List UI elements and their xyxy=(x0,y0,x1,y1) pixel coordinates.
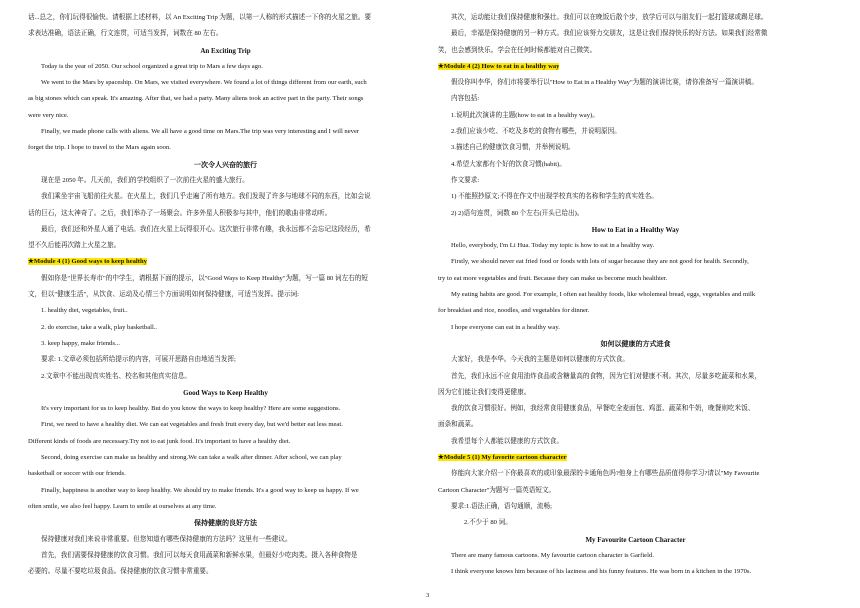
text-line: My eating habits are good. For example, I often eat healthy foods, like wholemeal bread, eggs, vegetables and milk xyxy=(451,291,756,299)
text-line: Firstly, we should never eat fried food or foods with lots of sugar because they are not good for health. Secondly, xyxy=(451,258,749,266)
text-line: I think everyone knows him because of his laziness and his funny features. He was born in a kitchen in the 1970s. xyxy=(451,568,752,576)
text-line: 你能向大家介绍一下你最喜欢的或印象最深的卡通角色吗?他身上有哪些品质值得你学习?请以"My Favourite xyxy=(451,470,760,478)
text-line: 首先，我们需要保持健康的饮食习惯。我们可以每天食用蔬菜和新鲜水果，但最好少吃肉类。摄入各种食物是 xyxy=(41,551,358,559)
text-line: There are many famous cartoons. My favourite cartoon character is Garfield. xyxy=(451,551,654,559)
text-line: Hello, everybody, I'm Li Hua. Today my topic is how to eat in a healthy way. xyxy=(451,242,655,250)
text-line: 3.描述自己的健康饮食习惯，并举例说明。 xyxy=(451,144,575,152)
text-line: Second, doing exercise can make us healthy and strong.We can take a walk after dinner. After school, we can play xyxy=(41,454,342,462)
text-line: 1.说明此次演讲的主题(how to eat in a healthy way)。 xyxy=(451,111,599,119)
text-line: First, we need to have a healthy diet. We can eat vegetables and fresh fruit every day, but we'd better eat less meat. xyxy=(41,421,343,429)
text-line: 必要的。尽量不要吃垃圾食品。保持健康的饮食习惯非常重要。 xyxy=(28,568,213,576)
text-line: 现在是 2050 年。几天前，我们的学校组织了一次前往火星的盛大旅行。 xyxy=(41,176,249,184)
text-line: 假设你叫李华，你们市将要举行以"How to Eat in a Healthy Way"为题的演讲比赛，请你准备写一篇演讲稿。 xyxy=(451,79,758,87)
text-line: 我的饮食习惯很好。例如，我经常食用健康食品，早餐吃全麦面包、鸡蛋、蔬菜和牛奶，晚餐则吃米饭、 xyxy=(451,405,755,413)
section-heading: My Favourite Cartoon Character xyxy=(585,535,686,544)
section-heading: Good Ways to Keep Healthy xyxy=(183,388,268,397)
section-heading: An Exciting Trip xyxy=(200,46,251,55)
text-line: basketball or soccer with our friends. xyxy=(28,470,126,478)
text-line: We went to the Mars by spaceship. On Mars, we visited everywhere. We found a lot of things different from our earth, such xyxy=(41,79,367,87)
text-line: 话的巨石，这太神奇了。之后，我们举办了一场聚会。许多外星人积极参与其中，他们的歌曲非常动听。 xyxy=(28,209,332,217)
text-line: Finally, we made phone calls with aliens. We all have a good time on Mars.The trip was very interesting and I will never xyxy=(41,128,360,136)
module-heading: ★Module 5 (1) My favorite cartoon character xyxy=(438,454,567,462)
text-line: 1. healthy diet, vegetables, fruit.. xyxy=(41,307,128,315)
left-column xyxy=(28,10,423,580)
text-line: 我们乘坐宇宙飞船前往火星。在火星上，我们几乎走遍了所有地方。我们发现了许多与地球不同的东西，比如会说 xyxy=(41,193,371,201)
text-line: 3. keep happy, make friends... xyxy=(41,339,120,347)
text-line: I hope everyone can eat in a healthy way. xyxy=(451,323,560,331)
text-line: 1) 不能照抄原文;不得在作文中出现学校真实的名称和学生的真实姓名。 xyxy=(451,193,658,201)
module-heading: ★Module 4 (2) How to eat in a healthy way xyxy=(438,62,560,70)
text-line: were very nice. xyxy=(28,111,69,119)
text-line: Finally, happiness is another way to keep healthy. We should try to make friends. It's a good way to keep us happy. If we xyxy=(41,486,359,494)
text-line: try to eat more vegetables and fruit. Because they can make us become much healthier. xyxy=(438,274,668,282)
text-line: 假如你是"世界长寿市"的中学生，请根据下面的提示，以"Good Ways to Keep Healthy"为题，写一篇 80 词左右的短 xyxy=(41,274,368,282)
text-line: 2.不少于 80 词。 xyxy=(464,519,512,527)
text-line: 笑，也会感到快乐。学会在任何时候都能对自己微笑。 xyxy=(438,46,597,54)
text-line: Cartoon Character"为题写一篇英语短文。 xyxy=(438,486,556,494)
text-line: 2) 2)语句连贯，词数 80 个左右(开头已给出)。 xyxy=(451,209,584,217)
text-line: It's very important for us to keep healthy. But do you know the ways to keep healthy? Here are some suggestions. xyxy=(41,405,341,413)
text-line: 最后，我们还和外星人通了电话。我们在火星上玩得很开心。这次旅行非常有趣，我永远都不会忘记这段经历，希 xyxy=(41,225,371,233)
module-heading: ★Module 4 (1) Good ways to keep healthy xyxy=(28,258,147,266)
text-line: as big stones which can speak. It's amazing. After that, we had a party. Many aliens took an active part in the party. Their songs xyxy=(28,95,364,103)
text-line: 大家好，我是李华。今天我的主题是如何以健康的方式饮食。 xyxy=(451,356,630,364)
text-line: 内容包括: xyxy=(451,95,480,103)
text-line: 4.希望大家都有个好的饮食习惯(habit)。 xyxy=(451,160,566,168)
right-column xyxy=(438,10,833,580)
text-line: 因为它们能让我们变得更健康。 xyxy=(438,388,531,396)
section-heading: 一次令人兴奋的旅行 xyxy=(194,160,257,169)
text-line: 文，但以"健康生活"，从饮食、运动及心情三个方面说明如何保持健康，可适当发挥。提示词: xyxy=(28,291,299,299)
page-number: 3 xyxy=(426,592,430,599)
text-line: 要求:1.语法正确，语句通顺，流畅; xyxy=(451,502,552,510)
text-line: 话...总之，你们玩得很愉快。请根据上述材料，以 An Exciting Trip 为题，以第一人称的形式描述一下你的火星之旅。要 xyxy=(28,14,372,21)
text-line: 望不久后能再次踏上火星之旅。 xyxy=(28,242,121,250)
section-heading: How to Eat in a Healthy Way xyxy=(591,225,680,234)
text-line: 要求: 1.文章必须包括所给提示的内容，可展开思路自由地适当发挥; xyxy=(41,356,236,364)
text-line: Today is the year of 2050. Our school organized a great trip to Mars a few days ago. xyxy=(41,62,263,70)
text-line: 其次，运动能让我们保持健康和强壮。我们可以在晚饭后散个步，放学后可以与朋友们一起打篮球或踢足球。 xyxy=(451,14,768,21)
text-line: 首先，我们永远不应食用油炸食品或含糖量高的食物，因为它们对健康不利。其次，尽量多吃蔬菜和水果， xyxy=(451,372,761,380)
section-heading: 保持健康的良好方法 xyxy=(194,519,257,528)
text-line: 面条和蔬菜。 xyxy=(438,421,478,429)
text-line: 求表达准确，语法正确，行文连贯，可适当发挥，词数在 80 左右。 xyxy=(28,30,223,38)
text-line: 2.文章中不能出现真实姓名、校名和其他真实信息。 xyxy=(41,372,192,380)
text-line: 2. do exercise, take a walk, play basketball.. xyxy=(41,323,158,331)
text-line: 保持健康对我们来说非常重要。但您知道有哪些保持健康的方法吗？这里有一些建议。 xyxy=(41,535,292,543)
section-heading: 如何以健康的方式进食 xyxy=(600,339,671,348)
text-line: forget the trip. I hope to travel to the Mars again soon. xyxy=(28,144,171,152)
text-line: for breakfast and rice, noodles, and vegetables for dinner. xyxy=(438,307,590,315)
text-line: 作文要求: xyxy=(451,176,480,184)
text-line: 我希望每个人都能以健康的方式饮食。 xyxy=(451,437,564,445)
text-line: often smile, we also feel happy. Learn to smile at ourselves at any time. xyxy=(28,502,217,510)
text-line: Different kinds of foods are necessary.Try not to eat junk food. It's important to have a healthy diet. xyxy=(28,437,291,445)
text-line: 最后，幸福是保持健康的另一种方式。我们应该努力交朋友，这是让我们保持快乐的好方法。如果我们经常微 xyxy=(451,30,768,38)
text-line: 2.我们应该少吃、不吃及多吃的食物有哪些，并说明原因。 xyxy=(451,128,621,136)
